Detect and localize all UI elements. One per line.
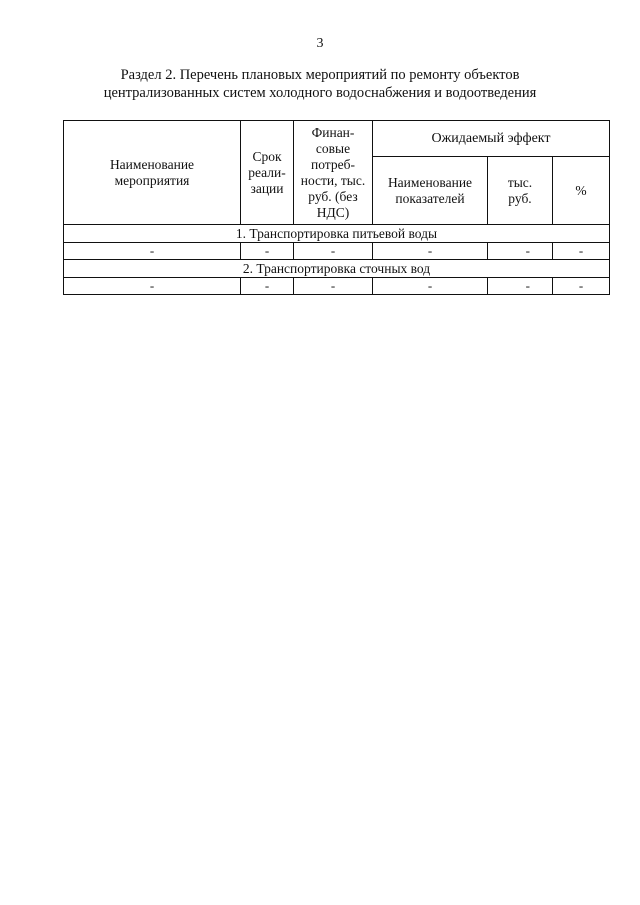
header-expected-effect: Ожидаемый эффект [373,121,610,157]
table-row [64,243,610,260]
group-title: 2. Транспортировка сточных вод [64,260,610,278]
page-number: 3 [316,36,324,51]
header-indicator-name: Наименование показателей [373,157,488,225]
header-event-name: Наименование мероприятия [64,121,241,225]
table-cell: - [553,278,610,295]
table-cell: - [488,243,553,260]
table-cell: - [553,243,610,260]
table-cell: - [241,278,294,295]
section-title-line-2: централизованных систем холодного водоснабжения и водоотведения [103,85,537,101]
section-title-line-1: Раздел 2. Перечень плановых мероприятий по ремонту объектов [120,67,520,83]
table-cell: - [488,278,553,295]
table-cell: - [373,278,488,295]
table-row [64,278,610,295]
table-cell: - [294,243,373,260]
group-title: 1. Транспортировка питьевой воды [64,225,610,243]
plan-table [63,120,610,295]
group-row [64,260,610,278]
table-cell: - [64,278,241,295]
table-cell: - [294,278,373,295]
group-row [64,225,610,243]
table-cell: - [241,243,294,260]
header-percent: % [553,157,610,225]
section-title [60,66,580,102]
header-financial-needs: Финан-совые потреб-ности, тыс. руб. (без НДС) [294,121,373,225]
table-cell: - [64,243,241,260]
header-thousand-rub: тыс. руб. [488,157,553,225]
header-term: Срок реали-зации [241,121,294,225]
table-header [64,121,610,225]
table-body [64,225,610,295]
table-cell: - [373,243,488,260]
